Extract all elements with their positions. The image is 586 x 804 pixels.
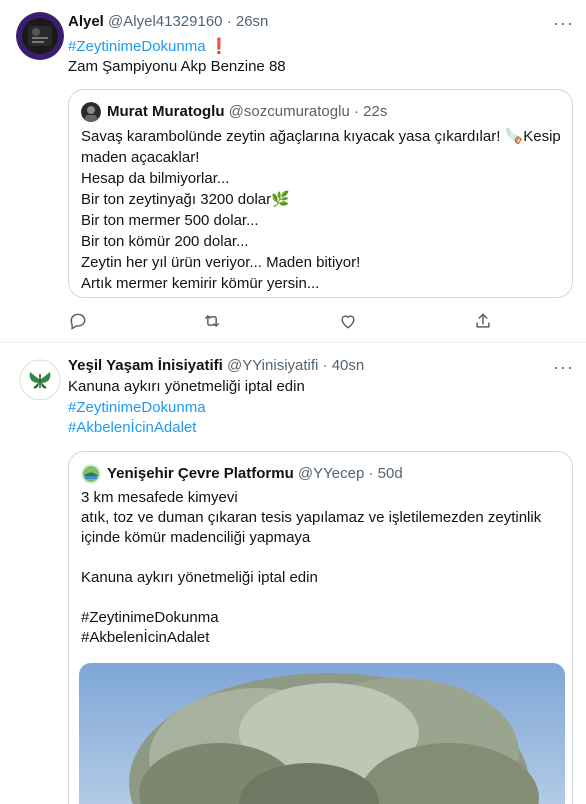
separator: · [368, 465, 374, 482]
share-icon[interactable] [473, 311, 495, 333]
more-horizontal-icon[interactable]: ··· [553, 357, 574, 377]
quoted-header [107, 102, 387, 122]
avatar-image [16, 356, 64, 404]
quoted-text-line: Bir ton zeytinyağı 3200 dolar🌿 [81, 191, 290, 208]
quoted-text-line: Bir ton kömür 200 dolar... [81, 233, 249, 250]
author-name[interactable]: Alyel [68, 13, 104, 30]
quoted-tweet[interactable] [68, 89, 573, 298]
tweet-header [68, 12, 268, 32]
quoted-text-line: 3 km mesafede kimyevi [81, 489, 238, 506]
quoted-tweet[interactable] [68, 451, 573, 804]
quoted-text-line: maden açacaklar! [81, 149, 200, 166]
quoted-text-line: Savaş karambolünde zeytin ağaçlarına kıyacak yasa çıkardılar! 🪚Kesip [81, 128, 561, 145]
like-icon[interactable] [338, 311, 360, 333]
tweet[interactable] [0, 0, 586, 343]
quoted-header [107, 464, 403, 484]
author-handle[interactable]: @Alyel41329160 [108, 13, 223, 30]
reply-icon[interactable] [68, 311, 90, 333]
tweet-text-line: Kanuna aykırı yönetmeliği iptal edin [68, 378, 305, 395]
quoted-text-line: Bir ton mermer 500 dolar... [81, 212, 259, 229]
author-name[interactable]: Yeşil Yaşam İnisiyatifi [68, 357, 223, 374]
retweet-icon[interactable] [202, 311, 224, 333]
quoted-author-handle: @YYecep [297, 465, 365, 482]
timestamp[interactable]: 40sn [331, 357, 365, 374]
tweet[interactable] [0, 343, 586, 804]
separator: · [322, 357, 328, 374]
quoted-text-line: içinde kömür madenciliği yapmaya [81, 529, 311, 546]
hashtag-link[interactable]: #AkbelenİcinAdalet [68, 419, 197, 436]
avatar [81, 102, 101, 122]
quoted-timestamp: 22s [363, 103, 388, 120]
quoted-timestamp: 50d [377, 465, 403, 482]
hashtag-link[interactable]: #ZeytinimeDokunma [68, 399, 206, 416]
more-horizontal-icon[interactable]: ··· [553, 13, 574, 33]
author-handle[interactable]: @YYinisiyatifi [227, 357, 319, 374]
tweet-text-line: Zam Şampiyonu Akp Benzine 88 [68, 58, 286, 75]
quoted-author-handle: @sozcumuratoglu [228, 103, 350, 120]
quoted-text-line: atık, toz ve duman çıkaran tesis yapılamaz ve işletilemezden zeytinlik [81, 509, 542, 526]
separator: · [226, 13, 232, 30]
tweet-header [68, 356, 364, 376]
avatar[interactable] [16, 12, 64, 60]
olive-tree-photo[interactable] [79, 663, 565, 804]
hashtag-link[interactable]: #ZeytinimeDokunma [68, 38, 206, 55]
exclamation-icon: ❗ [209, 38, 229, 55]
quoted-author-name: Murat Muratoglu [107, 103, 225, 120]
avatar-image [16, 12, 64, 60]
separator: · [353, 103, 359, 120]
quoted-text-line: #AkbelenİcinAdalet [81, 629, 210, 646]
avatar[interactable] [16, 356, 64, 404]
quoted-author-name: Yenişehir Çevre Platformu [107, 465, 294, 482]
tweet-text-line [68, 37, 228, 57]
quoted-text-line: Artık mermer kemirir kömür yersin... [81, 275, 320, 292]
avatar [81, 464, 101, 484]
timestamp[interactable]: 26sn [235, 13, 269, 30]
quoted-text-line: Zeytin her yıl ürün veriyor... Maden bitiyor! [81, 254, 361, 271]
quoted-text-line: Hesap da bilmiyorlar... [81, 170, 230, 187]
quoted-text-line: #ZeytinimeDokunma [81, 609, 219, 626]
quoted-text-line: Kanuna aykırı yönetmeliği iptal edin [81, 569, 318, 586]
